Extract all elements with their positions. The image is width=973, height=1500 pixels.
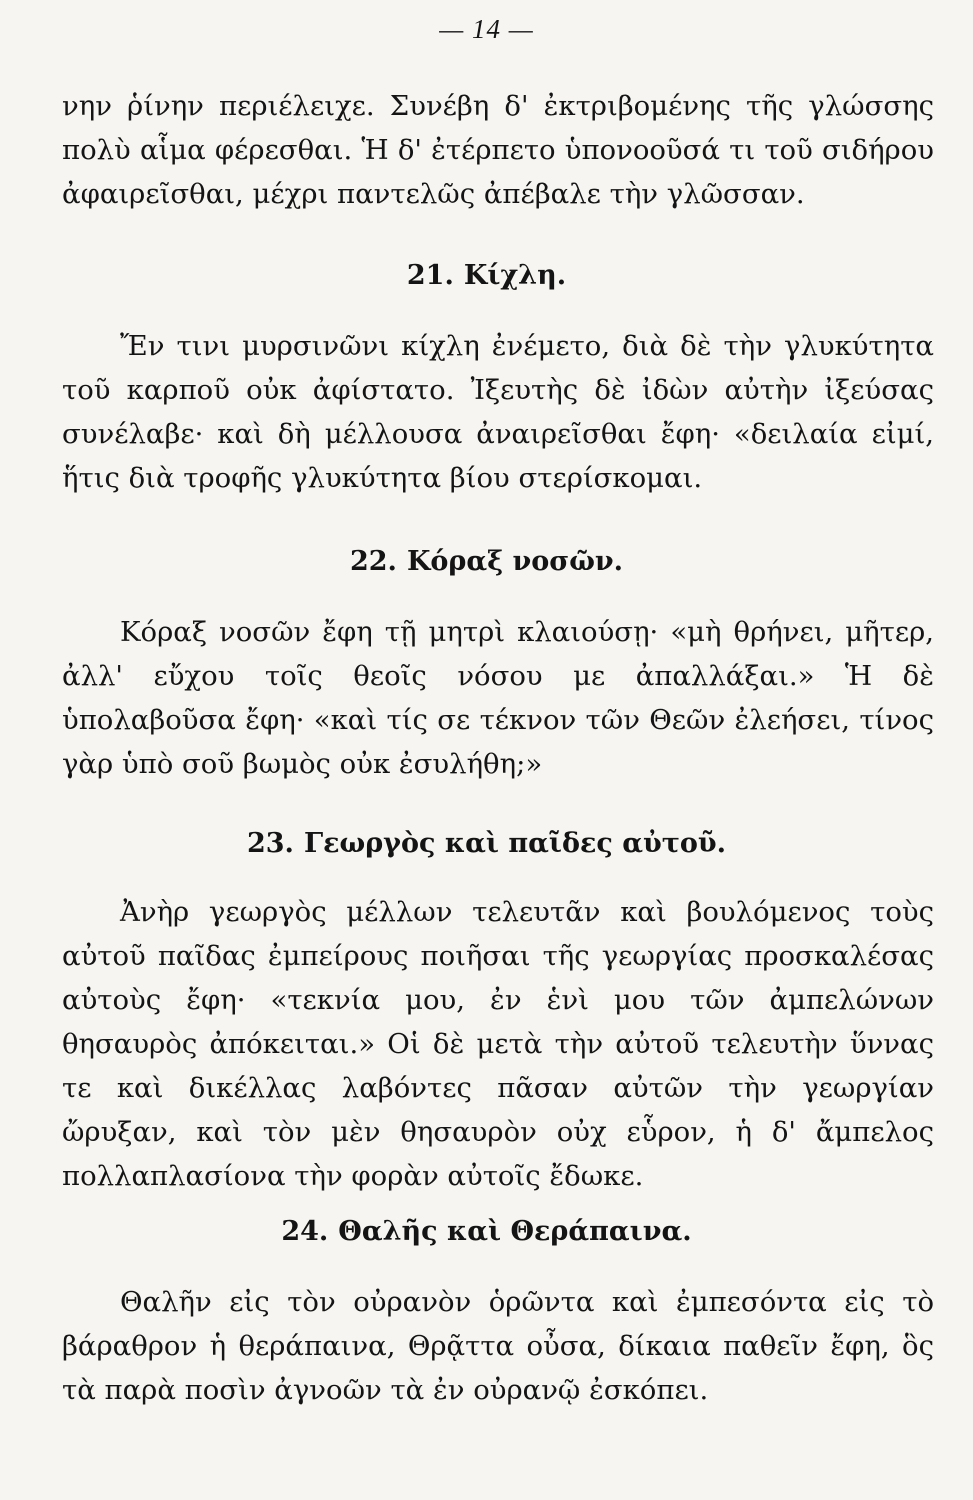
page-number: — 14 — [439,14,534,44]
fable-24-number: 24. [281,1216,329,1247]
opening-paragraph: νην ῥίνην περιέλειχε. Συνέβη δ' ἐκτριβομένης τῆς γλώσσης πολὺ αἷμα φέρεσθαι. Ἡ δ' ἐτέρπετο ὑπονοοῦσά τι τοῦ σιδήρου ἀφαιρεῖσθαι, μέχρι παντελῶς ἀπέβαλε τὴν γλῶσσαν. [62,90,934,210]
fable-23-number: 23. [246,828,294,859]
fable-21-text: Ἔν τινι μυρσινῶνι κίχλη ἐνέμετο, διὰ δὲ τὴν γλυκύτητα τοῦ καρποῦ οὐκ ἀφίστατο. Ἰξευτὴς δὲ ἰδὼν αὐτὴν ἰξεύσας συνέλαβε· καὶ δὴ μέλλουσα ἀναιρεῖσθαι ἔφη· «δειλαία εἰμί, ἥτις διὰ τροφῆς γλυκύτητα βίου στερίσκομαι. [62,330,934,494]
fable-21-number: 21. [406,260,454,291]
fable-22-title: Κόραξ νοσῶν. [406,546,624,577]
fable-24-text: Θαλῆν εἰς τὸν οὐρανὸν ὁρῶντα καὶ ἐμπεσόντα εἰς τὸ βάραθρον ἡ θεράπαινα, Θρᾷττα οὖσα, δίκαια παθεῖν ἔφη, ὃς τὰ παρὰ ποσὶν ἀγνοῶν τὰ ἐν οὐρανῷ ἐσκόπει. [62,1286,934,1406]
fable-21-title: Κίχλη. [463,260,567,291]
fable-22-number: 22. [349,546,397,577]
fable-23-heading [0,824,973,864]
fable-23-text: Ἀνὴρ γεωργὸς μέλλων τελευτᾶν καὶ βουλόμενος τοὺς αὐτοῦ παῖδας ἐμπείρους ποιῆσαι τῆς γεωργίας προσκαλέσας αὐτοὺς ἔφη· «τεκνία μου, ἐν ἑνὶ μου τῶν ἀμπελώνων θησαυρὸς ἀπόκειται.» Οἱ δὲ μετὰ τὴν αὐτοῦ τελευτὴν ὕννας τε καὶ δικέλλας λαβόντες πᾶσαν αὐτῶν τὴν γεωργίαν ὤρυξαν, καὶ τὸν μὲν θησαυρὸν οὐχ εὗρον, ἡ δ' ἄμπελος πολλαπλασίονα τὴν φορὰν αὐτοῖς ἔδωκε. [62,896,934,1192]
fable-22-text: Κόραξ νοσῶν ἔφη τῇ μητρὶ κλαιούσῃ· «μὴ θρήνει, μῆτερ, ἀλλ' εὔχου τοῖς θεοῖς νόσου με ἀπαλλάξαι.» Ἡ δὲ ὑπολαβοῦσα ἔφη· «καὶ τίς σε τέκνον τῶν Θεῶν ἐλεήσει, τίνος γὰρ ὑπὸ σοῦ βωμὸς οὐκ ἐσυλήθη;» [62,616,934,780]
fable-24-heading [0,1212,973,1252]
fable-24-title: Θαλῆς καὶ Θεράπαινα. [338,1216,692,1247]
fable-23-title: Γεωργὸς καὶ παῖδες αὐτοῦ. [303,828,727,859]
fable-22-heading [0,542,973,582]
fable-21-heading [0,256,973,296]
